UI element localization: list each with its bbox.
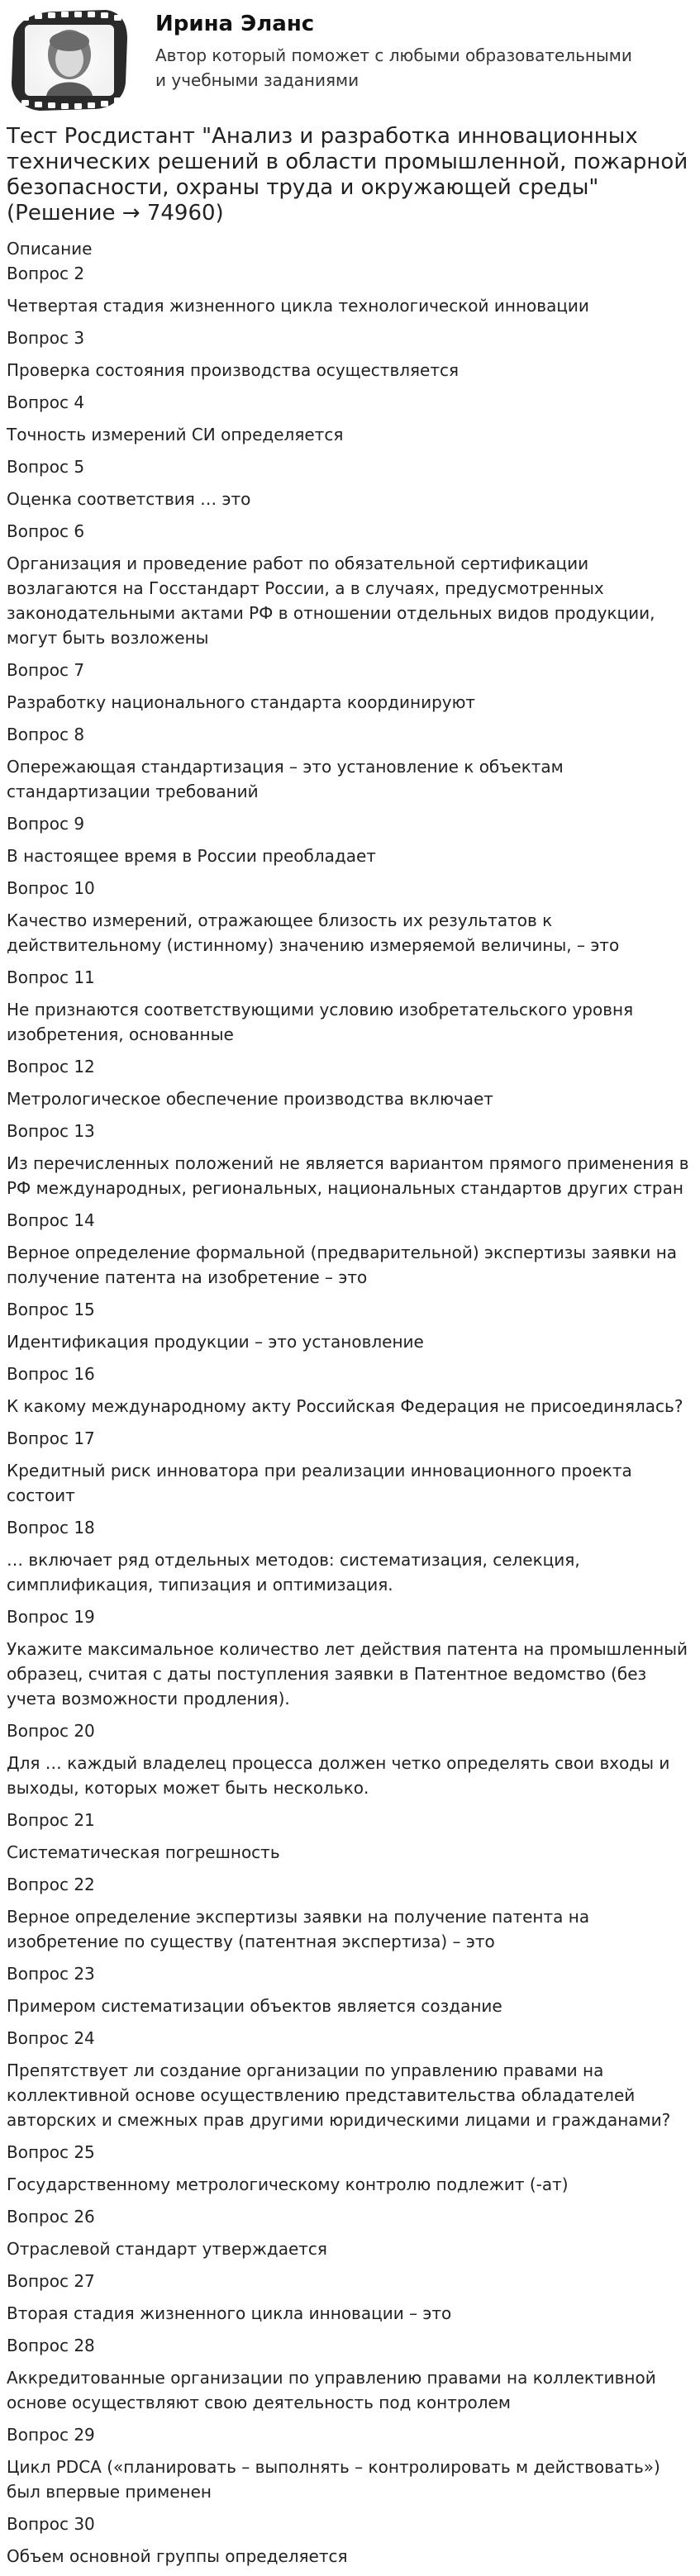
list-item	[7, 390, 693, 447]
author-description: Автор который поможет с любыми образовательными и учебными заданиями	[155, 45, 632, 90]
question-number: Вопрос 16	[7, 1364, 95, 1384]
list-item	[7, 2026, 693, 2132]
list-item	[7, 2333, 693, 2415]
list-item	[7, 2204, 693, 2261]
question-text: Объем основной группы определяется	[7, 2546, 348, 2566]
question-number: Вопрос 7	[7, 660, 85, 680]
question-number: Вопрос 29	[7, 2425, 95, 2445]
question-number: Вопрос 3	[7, 328, 85, 348]
list-item	[7, 2422, 693, 2504]
list-item	[7, 658, 693, 715]
list-item	[7, 454, 693, 511]
page-title: Тест Росдистант "Анализ и разработка инновационных технических решений в области промышленной, пожарной безопасности, охраны труда и окружающей среды" (Решение → 74960)	[7, 124, 688, 226]
list-item	[7, 1515, 693, 1597]
list-item	[7, 1808, 693, 1865]
question-list	[7, 261, 693, 2569]
question-text: Качество измерений, отражающее близость их результатов к действительному (истинному) значению измеряемой величины, – это	[7, 910, 620, 955]
question-number: Вопрос 18	[7, 1518, 95, 1538]
list-item	[7, 1208, 693, 1290]
question-text: Организация и проведение работ по обязательной сертификации возлагаются на Госстандарт России, а в случаях, предусмотренных законодательными актами РФ в отношении отдельных видов продукции, могут быть возложены	[7, 554, 655, 648]
film-strip-avatar-icon	[7, 7, 131, 114]
question-number: Вопрос 28	[7, 2336, 95, 2355]
list-item	[7, 876, 693, 958]
question-text: Опережающая стандартизация – это установление к объектам стандартизации требований	[7, 757, 564, 801]
list-item	[7, 1718, 693, 1800]
question-number: Вопрос 23	[7, 1964, 95, 1984]
list-item	[7, 965, 693, 1047]
question-text: Из перечисленных положений не является вариантом прямого применения в РФ международных, региональных, национальных стандартов других стран	[7, 1153, 689, 1198]
question-number: Вопрос 4	[7, 392, 85, 412]
question-number: Вопрос 19	[7, 1607, 95, 1627]
question-text: К какому международному акту Российская Федерация не присоединялась?	[7, 1396, 683, 1416]
question-number: Вопрос 30	[7, 2514, 95, 2534]
list-item	[7, 1604, 693, 1711]
question-number: Вопрос 10	[7, 878, 95, 898]
question-number: Вопрос 6	[7, 521, 85, 541]
list-item	[7, 519, 693, 650]
question-number: Вопрос 22	[7, 1875, 95, 1894]
list-item	[7, 261, 693, 318]
question-number: Вопрос 20	[7, 1721, 95, 1741]
question-text: Цикл PDCA («планировать – выполнять – контролировать м действовать») был впервые применен	[7, 2457, 660, 2502]
question-number: Вопрос 2	[7, 264, 85, 283]
list-item	[7, 722, 693, 804]
question-text: Четвертая стадия жизненного цикла технологической инновации	[7, 296, 589, 316]
question-text: Верное определение формальной (предварительной) экспертизы заявки на получение патента на изобретение – это	[7, 1243, 678, 1287]
list-item	[7, 1961, 693, 2018]
list-item	[7, 1872, 693, 1954]
question-number: Вопрос 8	[7, 725, 85, 744]
question-number: Вопрос 17	[7, 1428, 95, 1448]
question-text: Точность измерений СИ определяется	[7, 425, 344, 444]
question-number: Вопрос 21	[7, 1810, 95, 1830]
question-number: Вопрос 12	[7, 1057, 95, 1077]
avatar[interactable]	[7, 7, 131, 114]
question-text: … включает ряд отдельных методов: систематизация, селекция, симплификация, типизация и оптимизация.	[7, 1550, 580, 1595]
question-text: Вторая стадия жизненного цикла инновации – это	[7, 2303, 452, 2323]
author-card	[7, 0, 693, 121]
question-number: Вопрос 9	[7, 814, 85, 834]
question-text: Государственному метрологическому контролю подлежит (-ат)	[7, 2174, 569, 2194]
author-info	[155, 7, 643, 93]
question-text: Систематическая погрешность	[7, 1842, 280, 1862]
question-text: Не признаются соответствующими условию изобретательского уровня изобретения, основанные	[7, 1000, 634, 1044]
question-text: Отраслевой стандарт утверждается	[7, 2239, 327, 2259]
question-text: Идентификация продукции – это установление	[7, 1332, 424, 1352]
question-text: Препятствует ли создание организации по управлению правами на коллективной основе осуществлению представительства обладателей авторских и смежных прав другими юридическими лицами и гражданами?	[7, 2060, 671, 2130]
list-item	[7, 811, 693, 868]
list-item	[7, 326, 693, 383]
list-item	[7, 2269, 693, 2326]
question-number: Вопрос 25	[7, 2142, 95, 2162]
list-item	[7, 1297, 693, 1354]
question-number: Вопрос 11	[7, 967, 95, 987]
question-text: Проверка состояния производства осуществляется	[7, 360, 460, 380]
question-text: Разработку национального стандарта координируют	[7, 692, 476, 712]
question-text: Для … каждый владелец процесса должен четко определять свои входы и выходы, которых может быть несколько.	[7, 1753, 670, 1798]
question-text: Кредитный риск инноватора при реализации инновационного проекта состоит	[7, 1461, 632, 1505]
question-number: Вопрос 13	[7, 1121, 95, 1141]
question-text: В настоящее время в России преобладает	[7, 846, 376, 866]
question-number: Вопрос 14	[7, 1210, 95, 1230]
list-item	[7, 2140, 693, 2197]
question-number: Вопрос 24	[7, 2028, 95, 2048]
question-text: Укажите максимальное количество лет действия патента на промышленный образец, считая с даты поступления заявки в Патентное ведомство (без учета возможности продления).	[7, 1639, 688, 1709]
list-item	[7, 1426, 693, 1508]
list-item	[7, 1054, 693, 1111]
question-text: Метрологическое обеспечение производства включает	[7, 1089, 493, 1109]
question-number: Вопрос 5	[7, 457, 85, 477]
list-item	[7, 2512, 693, 2569]
question-text: Верное определение экспертизы заявки на получение патента на изобретение по существу (патентная экспертиза) – это	[7, 1907, 590, 1951]
question-number: Вопрос 27	[7, 2271, 95, 2291]
question-text: Оценка соответствия … это	[7, 489, 251, 509]
question-number: Вопрос 26	[7, 2207, 95, 2227]
description-label: Описание	[7, 239, 93, 259]
question-number: Вопрос 15	[7, 1300, 95, 1319]
author-name[interactable]: Ирина Эланс	[155, 12, 315, 36]
question-text: Аккредитованные организации по управлению правами на коллективной основе осуществляют свою деятельность под контролем	[7, 2368, 656, 2412]
list-item	[7, 1119, 693, 1200]
list-item	[7, 1362, 693, 1419]
question-text: Примером систематизации объектов является создание	[7, 1996, 502, 2016]
